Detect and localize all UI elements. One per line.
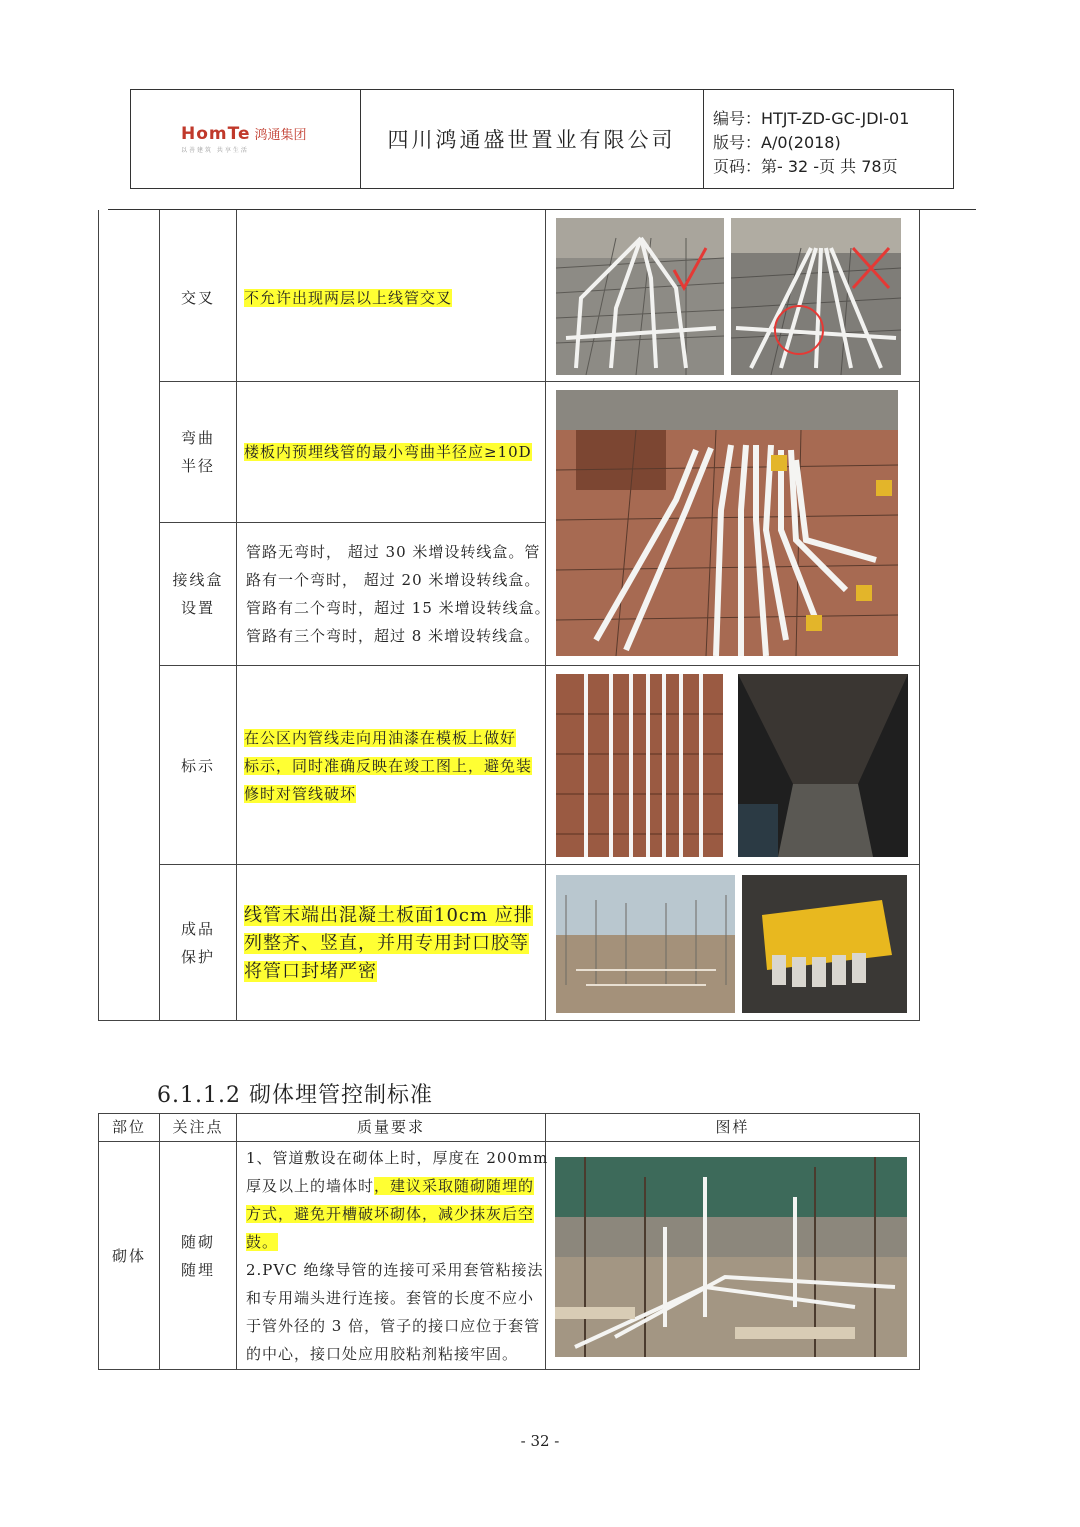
photo-conduit-ends-aligned bbox=[556, 875, 735, 1013]
header-meta-cell bbox=[703, 90, 953, 188]
row-label-product-protection: 成品 保护 bbox=[180, 920, 215, 966]
header-logo-cell bbox=[131, 90, 361, 188]
cell-requirement-masonry: 1、管道敷设在砌体上时，厚度在 200mm 厚及以上的墙体时，建议采取随砌随埋的 方式，避免开槽破坏砌体，减少抹灰后空 鼓。 2.PVC 绝缘导管的连接可采用套管粘接法 和专用端头进行连接。套管的长度不应小 于管外径的 3 倍，管子的接口应位于套管 的中心，接口处应用胶粘剂粘接牢固。 bbox=[246, 1149, 549, 1363]
company-name: 四川鸿通盛世置业有限公司 bbox=[387, 128, 676, 152]
row-label-marking: 标示 bbox=[180, 757, 215, 775]
cell-focus-embed: 随砌 随埋 bbox=[180, 1233, 215, 1279]
photo-conduit-paint-marking bbox=[556, 674, 723, 857]
photo-conduit-wrong-crossing bbox=[731, 218, 901, 375]
photo-conduit-correct-crossing bbox=[556, 218, 724, 375]
col-header-part: 部位 bbox=[111, 1118, 146, 1136]
document-header bbox=[130, 89, 954, 189]
row-req-bend-radius: 楼板内预埋线管的最小弯曲半径应≥10D bbox=[244, 443, 532, 461]
doc-version: 版号：A/0(2018) bbox=[713, 133, 841, 152]
row-req-marking: 在公区内管线走向用油漆在模板上做好 标示，同时准确反映在竣工图上，避免装 修时对管线破坏 bbox=[244, 729, 533, 803]
row-req-crossing: 不允许出现两层以上线管交叉 bbox=[244, 289, 453, 307]
row-req-product-protection: 线管末端出混凝土板面10cm 应排 列整齐、竖直，并用专用封口胶等 将管口封堵严密 bbox=[244, 905, 533, 982]
photo-bend-radius-junction-box bbox=[556, 390, 898, 656]
photo-masonry-embedded-conduit bbox=[555, 1157, 907, 1357]
photo-conduit-sealed-tape bbox=[742, 875, 907, 1013]
row-label-bend-radius: 弯曲 半径 bbox=[180, 429, 215, 475]
col-header-requirement: 质量要求 bbox=[356, 1118, 425, 1136]
page-number: - 32 - bbox=[520, 1432, 560, 1450]
col-header-focus: 关注点 bbox=[172, 1118, 224, 1136]
doc-page: 页码：第- 32 -页 共 78页 bbox=[713, 157, 898, 176]
photo-ceiling-marking bbox=[738, 674, 908, 857]
row-req-junction-box: 管路无弯时， 超过 30 米增设转线盒。管 路有一个弯时， 超过 20 米增设转线盒。 管路有二个弯时，超过 15 米增设转线盒。 管路有三个弯时，超过 8 米增设转线盒。 bbox=[246, 543, 551, 645]
doc-code: 编号：HTJT-ZD-GC-JDⅠ-01 bbox=[713, 109, 910, 128]
header-rule bbox=[108, 209, 976, 210]
logo-text-cn: 鸿通集团 bbox=[254, 128, 307, 143]
logo-tagline: 以善建筑 共享生活 bbox=[181, 147, 249, 154]
header-company-cell bbox=[360, 90, 704, 188]
row-label-crossing: 交叉 bbox=[180, 289, 215, 307]
company-logo bbox=[181, 124, 321, 154]
col-header-figure: 图样 bbox=[715, 1118, 750, 1136]
row-label-junction-box: 接线盒 设置 bbox=[172, 571, 224, 617]
cell-part-masonry: 砌体 bbox=[111, 1247, 146, 1265]
section-title: 6.1.1.2 砌体埋管控制标准 bbox=[157, 1083, 433, 1108]
logo-text-en: HomTe bbox=[181, 124, 251, 144]
